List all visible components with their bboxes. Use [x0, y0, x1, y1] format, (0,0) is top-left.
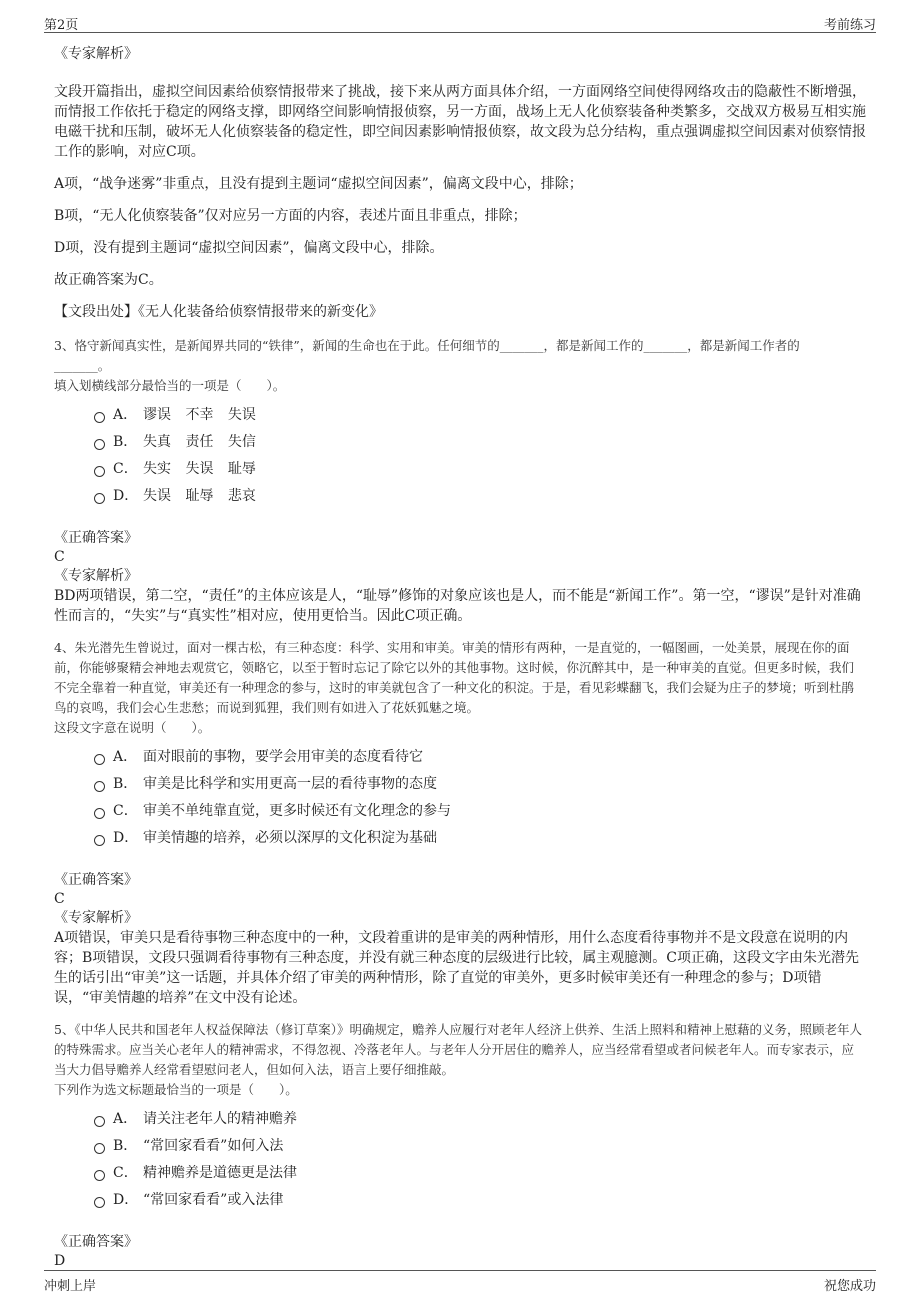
- radio-icon[interactable]: [94, 835, 105, 846]
- prev-analysis-text: 文段开篇指出，虚拟空间因素给侦察情报带来了挑战，接下来从两方面具体介绍，一方面网络空间使得网络攻击的隐蔽性不断增强，而情报工作依托于稳定的网络支撑，即网络空间影响情报侦察，另一方面，战场上无人化侦察装备种类繁多，交战双方极易互相实施电磁干扰和压制，破坏无人化侦察装备的稳定性，即空间因素影响情报侦察，故文段为总分结构，重点强调虚拟空间因素对侦察情报工作的影响，对应C项。: [54, 84, 866, 160]
- q5-answer-label: 《正确答案》: [54, 1234, 138, 1250]
- q4-option-d[interactable]: D． 审美情趣的培养，必须以深厚的文化积淀为基础: [94, 825, 866, 852]
- q5-stem: 5、《中华人民共和国老年人权益保障法（修订草案）》明确规定，赡养人应履行对老年人经济上供养、生活上照料和精神上慰藉的义务，照顾老年人的特殊需求。应当关心老年人的精神需求，不得忽视、冷落老年人。与老年人分开居住的赡养人，应当经常看望或者问候老年人。而专家表示，应当大力倡导赡养人经常看望慰问老人，但如何入法，语言上要仔细推敲。: [54, 1022, 862, 1077]
- q5-answer: D: [54, 1253, 66, 1269]
- q4-analysis-label: 《专家解析》: [54, 910, 138, 926]
- q5-prompt: 下列作为选文标题最恰当的一项是（ ）。: [54, 1082, 298, 1097]
- page-footer: [44, 1270, 876, 1297]
- prev-option-a-explanation: A项，“战争迷雾”非重点，且没有提到主题词“虚拟空间因素”，偏离文段中心，排除；: [54, 176, 583, 192]
- q5-option-b[interactable]: B． “常回家看看”如何入法: [94, 1133, 866, 1160]
- header-title: 考前练习: [823, 18, 876, 33]
- q4-stem: 4、朱光潜先生曾说过，面对一棵古松，有三种态度：科学、实用和审美。审美的情形有两种，一是直觉的，一幅图画，一处美景，展现在你的面前，你能够聚精会神地去观赏它，领略它，以至于暂时忘记了除它以外的其他事物。这时候，你沉醉其中，是一种审美的直觉。但更多时候，我们不完全靠着一种直觉，审美还有一种理念的参与，这时的审美就包含了一种文化的积淀。于是，看见彩蝶翻飞，我们会疑为庄子的梦境；听到杜鹃鸟的哀鸣，我们会心生悲愁；而说到狐狸，我们则有如进入了花妖狐魅之境。: [54, 640, 855, 715]
- prev-conclusion: 故正确答案为C。: [54, 272, 163, 288]
- q4-option-b[interactable]: B． 审美是比科学和实用更高一层的看待事物的态度: [94, 771, 866, 798]
- radio-icon[interactable]: [94, 1170, 105, 1181]
- radio-icon[interactable]: [94, 808, 105, 819]
- q5-options: [94, 1106, 866, 1214]
- q5-option-c[interactable]: C． 精神赡养是道德更是法律: [94, 1160, 866, 1187]
- radio-icon[interactable]: [94, 1116, 105, 1127]
- q4-option-c[interactable]: C． 审美不单纯靠直觉，更多时候还有文化理念的参与: [94, 798, 866, 825]
- q3-option-d[interactable]: D． 失误 耻辱 悲哀: [94, 483, 866, 510]
- q4-prompt: 这段文字意在说明（ ）。: [54, 720, 211, 735]
- footer-right-text: 祝您成功: [823, 1279, 876, 1294]
- prev-source: 【文段出处】《无人化装备给侦察情报带来的新变化》: [54, 304, 383, 320]
- radio-icon[interactable]: [94, 439, 105, 450]
- q3-analysis-label: 《专家解析》: [54, 568, 138, 584]
- q4-answer: C: [54, 891, 65, 907]
- q5-option-d[interactable]: D． “常回家看看”或入法律: [94, 1187, 866, 1214]
- footer-left-text: 冲刺上岸: [44, 1279, 97, 1294]
- q3-stem: 3、恪守新闻真实性，是新闻界共同的“铁律”，新闻的生命也在于此。任何细节的_______，都是新闻工作的_______，都是新闻工作者的 _______。: [54, 338, 800, 373]
- prev-option-b-explanation: B项，“无人化侦察装备”仅对应另一方面的内容，表述片面且非重点，排除；: [54, 208, 527, 224]
- q3-prompt: 填入划横线部分最恰当的一项是（ ）。: [54, 378, 286, 393]
- q3-option-b[interactable]: B． 失真 责任 失信: [94, 429, 866, 456]
- q4-answer-label: 《正确答案》: [54, 872, 138, 888]
- q3-answer-label: 《正确答案》: [54, 530, 138, 546]
- q4-options: [94, 744, 866, 852]
- q3-options: [94, 402, 866, 510]
- radio-icon[interactable]: [94, 412, 105, 423]
- q4-analysis: A项错误，审美只是看待事物三种态度中的一种，文段着重讲的是审美的两种情形，用什么态度看待事物并不是文段意在说明的内容；B项错误，文段只强调看待事物有三种态度，并没有就三种态度的层级进行比较，属主观臆测。C项正确，这段文字由朱光潜先生的话引出“审美”这一话题，并具体介绍了审美的两种情形，除了直觉的审美外，更多时候审美还有一种理念的参与；D项错误，“审美情趣的培养”在文中没有论述。: [54, 930, 859, 1006]
- q5-option-a[interactable]: A． 请关注老年人的精神赡养: [94, 1106, 866, 1133]
- radio-icon[interactable]: [94, 1143, 105, 1154]
- radio-icon[interactable]: [94, 781, 105, 792]
- prev-analysis-label: 《专家解析》: [54, 46, 138, 62]
- page-header: [44, 10, 876, 33]
- page-number: 第2页: [44, 18, 79, 33]
- q3-answer: C: [54, 549, 65, 565]
- prev-option-d-explanation: D项，没有提到主题词“虚拟空间因素”，偏离文段中心，排除。: [54, 240, 444, 256]
- q3-option-c[interactable]: C． 失实 失误 耻辱: [94, 456, 866, 483]
- page-content: [54, 44, 866, 1270]
- q4-option-a[interactable]: A． 面对眼前的事物，要学会用审美的态度看待它: [94, 744, 866, 771]
- question-4: [54, 638, 866, 1008]
- radio-icon[interactable]: [94, 466, 105, 477]
- q3-option-a[interactable]: A． 谬误 不幸 失误: [94, 402, 866, 429]
- question-3: [54, 336, 866, 626]
- q3-analysis: BD两项错误，第二空，“责任”的主体应该是人，“耻辱”修饰的对象应该也是人，而不能是“新闻工作”。第一空，“谬误”是针对准确性而言的，“失实”与“真实性”相对应，使用更恰当。因此C项正确。: [54, 588, 861, 624]
- question-5: [54, 1020, 866, 1270]
- radio-icon[interactable]: [94, 493, 105, 504]
- radio-icon[interactable]: [94, 1197, 105, 1208]
- radio-icon[interactable]: [94, 754, 105, 765]
